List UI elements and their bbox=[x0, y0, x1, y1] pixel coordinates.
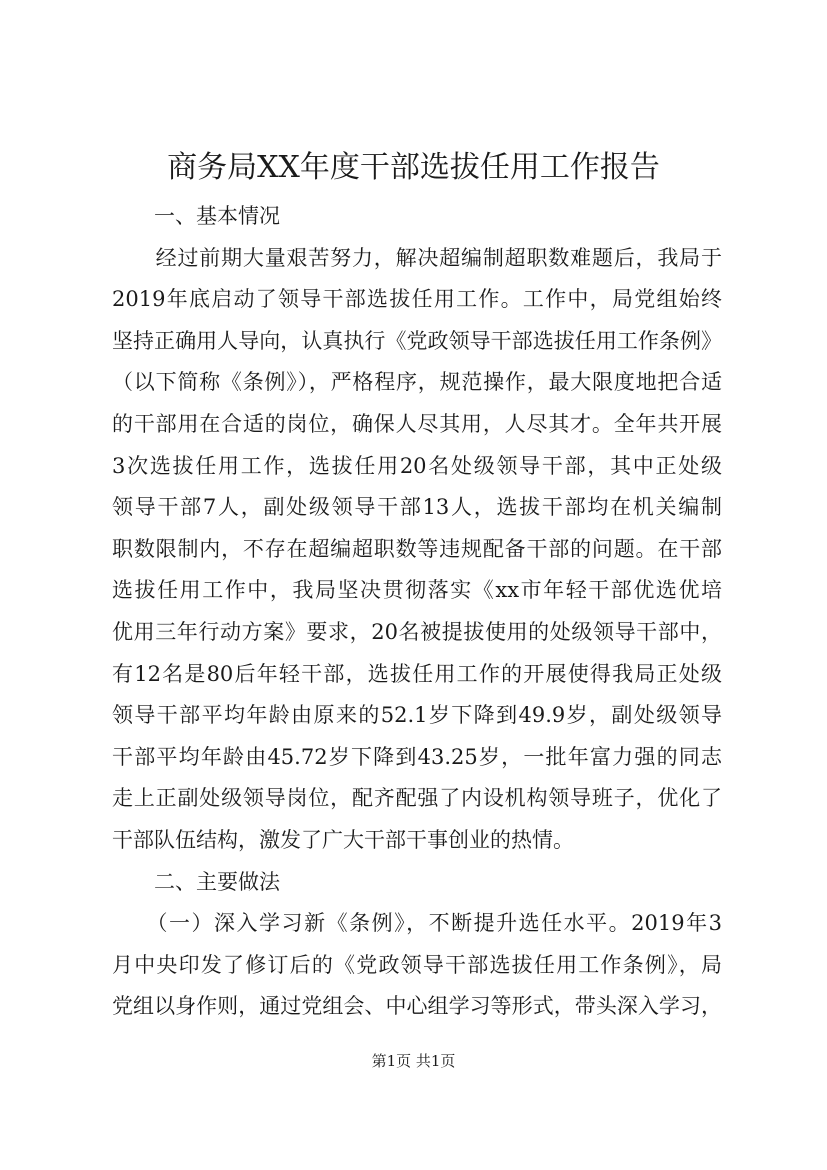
paragraph-line: 走上正副处级领导岗位，配齐配强了内设机构领导班子，优化了 bbox=[112, 786, 722, 811]
paragraph-line: 领导干部7人，副处级领导干部13人，选拔干部均在机关编制 bbox=[112, 495, 722, 520]
paragraph-line: 的干部用在合适的岗位，确保人尽其用，人尽其才。全年共开展 bbox=[112, 411, 722, 436]
paragraph-line: 2019年底启动了领导干部选拔任用工作。工作中，局党组始终 bbox=[112, 287, 722, 312]
paragraph-line: 经过前期大量艰苦努力，解决超编制超职数难题后，我局于 bbox=[112, 245, 722, 270]
section-heading: 二、主要做法 bbox=[112, 869, 280, 894]
paragraph-line: 领导干部平均年龄由原来的52.1岁下降到49.9岁，副处级领导 bbox=[112, 703, 722, 728]
paragraph-line: 选拔任用工作中，我局坚决贯彻落实《xx市年轻干部优选优培 bbox=[112, 578, 722, 603]
paragraph-line: 党组以身作则，通过党组会、中心组学习等形式，带头深入学习， bbox=[112, 994, 722, 1019]
document-body bbox=[112, 196, 722, 1028]
paragraph-line: 月中央印发了修订后的《党政领导干部选拔任用工作条例》，局 bbox=[112, 952, 722, 977]
paragraph-line: 有12名是80后年轻干部，选拔任用工作的开展使得我局正处级 bbox=[112, 661, 722, 686]
paragraph-line: 干部平均年龄由45.72岁下降到43.25岁，一批年富力强的同志 bbox=[112, 744, 722, 769]
paragraph-line: （以下简称《条例》），严格程序，规范操作，最大限度地把合适 bbox=[112, 370, 722, 395]
paragraph-line: 3次选拔任用工作，选拔任用20名处级领导干部，其中正处级 bbox=[112, 453, 722, 478]
paragraph-line: 干部队伍结构，激发了广大干部干事创业的热情。 bbox=[112, 827, 574, 852]
paragraph-line: 优用三年行动方案》要求，20名被提拔使用的处级领导干部中， bbox=[112, 619, 722, 644]
document-title: 商务局XX年度干部选拔任用工作报告 bbox=[167, 150, 660, 185]
paragraph-line: （一）深入学习新《条例》，不断提升选任水平。2019年3 bbox=[112, 911, 722, 936]
section-heading: 一、基本情况 bbox=[112, 204, 280, 228]
paragraph-line: 职数限制内，不存在超编超职数等违规配备干部的问题。在干部 bbox=[112, 536, 722, 561]
page-footer: 第1页 共1页 bbox=[371, 1052, 456, 1070]
paragraph-line: 坚持正确用人导向，认真执行《党政领导干部选拔任用工作条例》 bbox=[112, 328, 722, 353]
